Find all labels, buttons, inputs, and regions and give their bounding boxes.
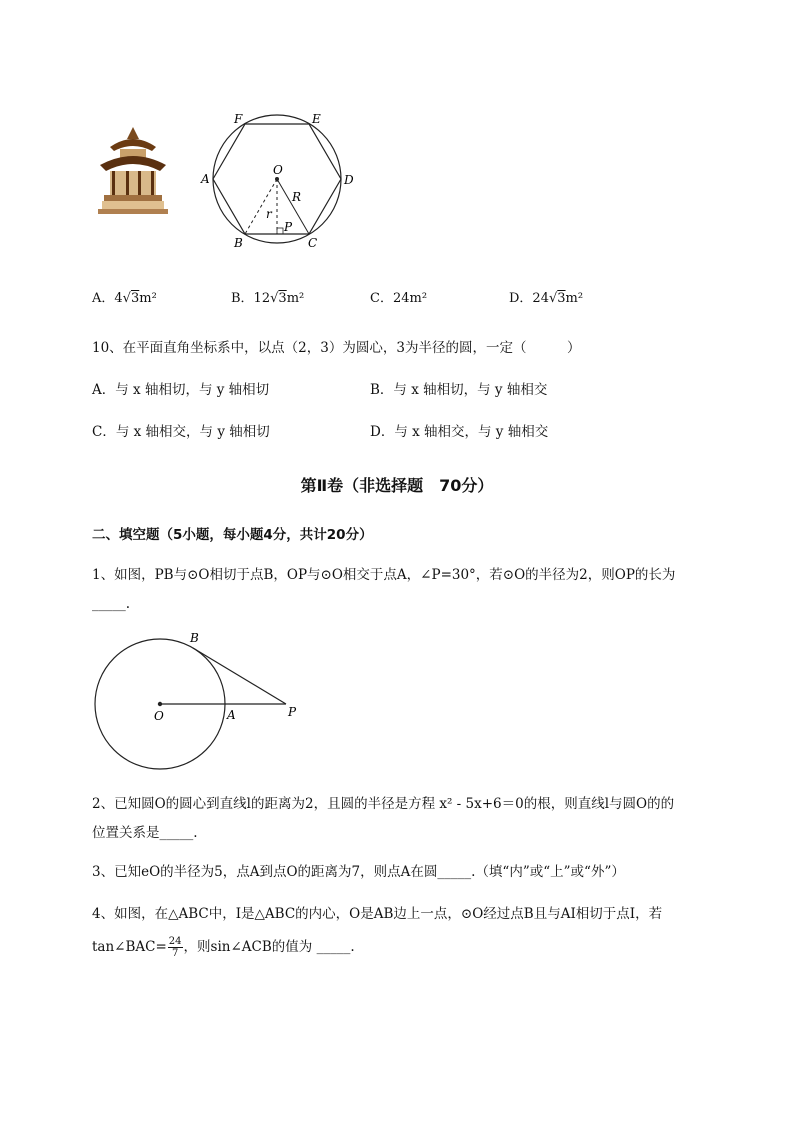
- hexagon-circle-figure: [196, 108, 366, 258]
- f3-line1: 3、已知eO的半径为5，点A到点O的距离为7，则点A在圆_____.（填“内”或“上”或“外”）: [92, 864, 625, 880]
- f2-line1: 2、已知圆O的圆心到直线l的距离为2，且圆的半径是方程 x² - 5x+6＝0的根，则直线l与圆O的的: [92, 796, 675, 812]
- q10-stem: 10、在平面直角坐标系中，以点（2，3）为圆心，3为半径的圆，一定（ ）: [92, 340, 581, 356]
- label-O: O: [154, 709, 164, 723]
- q10-option-d: D．与 x 轴相交，与 y 轴相交: [370, 424, 549, 440]
- pavilion-image: [96, 125, 170, 217]
- label-P: P: [288, 705, 297, 719]
- q9-option-d: D．24√3m²: [509, 291, 584, 306]
- q10-option-b: B．与 x 轴相切，与 y 轴相交: [370, 382, 548, 398]
- f4-line1: 4、如图，在△ABC中，I是△ABC的内心，O是AB边上一点，⊙O经过点B且与AI相切于点I，若: [92, 906, 663, 922]
- label-O: O: [273, 163, 283, 177]
- label-B: B: [190, 631, 199, 645]
- label-P: P: [284, 220, 293, 234]
- tangent-circle-figure: [88, 626, 308, 776]
- q9-option-c: C．24m²: [370, 291, 428, 306]
- q10-option-c: C．与 x 轴相交，与 y 轴相切: [92, 424, 270, 440]
- f1-line2: _____.: [92, 596, 131, 612]
- tan-fraction: $\frac{24}{7}$: [168, 936, 182, 959]
- label-A: A: [201, 172, 210, 186]
- q9-option-b: B．12√3m²: [231, 291, 305, 306]
- f4-line2: tan∠BAC= $\frac{24}{7}$ ，则sin∠ACB的值为 _____.: [92, 936, 355, 959]
- label-D: D: [344, 173, 354, 187]
- label-r: r: [266, 207, 272, 221]
- label-F: F: [234, 112, 243, 126]
- q10-option-a: A．与 x 轴相切，与 y 轴相切: [92, 382, 270, 398]
- q9-option-a: A．4√3m²: [92, 291, 157, 306]
- section2-title: 二、填空题（5小题，每小题4分，共计20分）: [92, 527, 373, 543]
- label-A: A: [227, 708, 236, 722]
- label-R: R: [292, 190, 302, 204]
- f1-line1: 1、如图，PB与⊙O相切于点B，OP与⊙O相交于点A，∠P=30°，若⊙O的半径为2，则OP的长为: [92, 567, 676, 583]
- label-B: B: [234, 236, 243, 250]
- label-E: E: [312, 112, 321, 126]
- part2-title: 第Ⅱ卷（非选择题 70分）: [300, 476, 494, 495]
- f2-line2: 位置关系是_____.: [92, 825, 198, 841]
- label-C: C: [308, 236, 318, 250]
